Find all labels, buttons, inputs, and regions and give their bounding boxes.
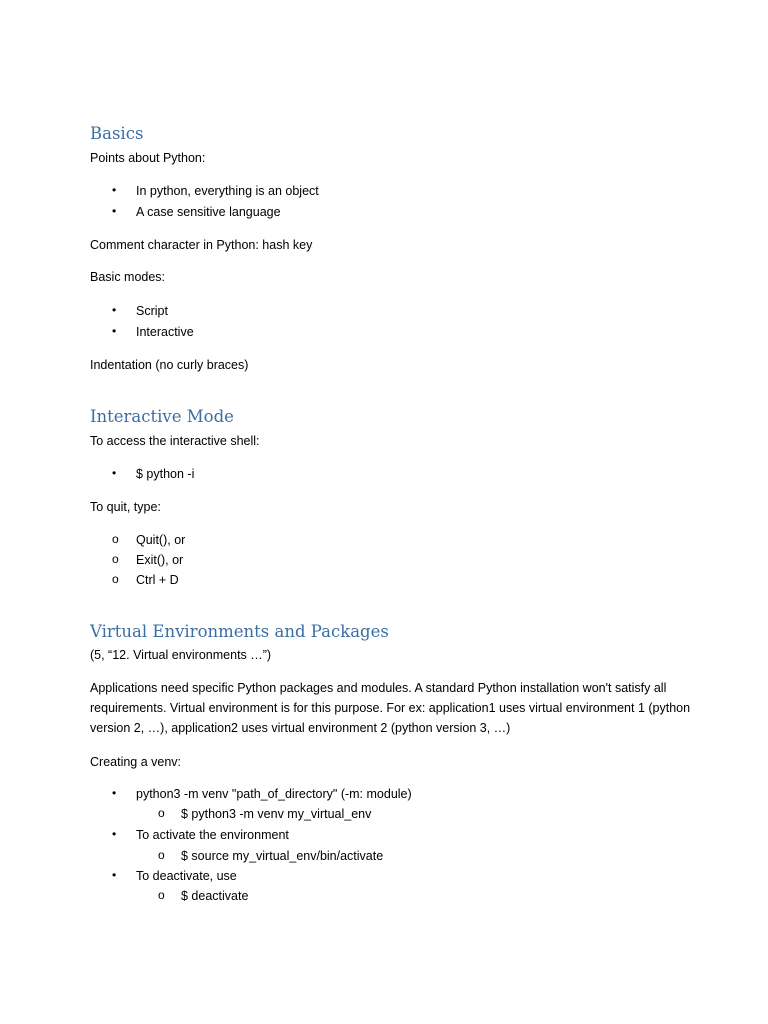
creating-label: Creating a venv: [90,755,182,769]
quit-option: Ctrl + D [136,573,179,587]
circle-bullet-icon: o [112,572,119,586]
access-label: To access the interactive shell: [90,434,260,448]
bullet-icon: • [112,303,117,317]
modes-label: Basic modes: [90,270,166,284]
circle-bullet-icon: o [112,532,119,546]
basics-intro: Points about Python: [90,151,206,165]
heading-virtual-environments: Virtual Environments and Packages [90,622,389,641]
mode-item: Interactive [136,325,194,339]
basics-point: In python, everything is an object [136,184,319,198]
citation: (5, “12. Virtual environments …”) [90,648,272,662]
comment-line: Comment character in Python: hash key [90,238,313,252]
circle-bullet-icon: o [158,806,165,820]
heading-basics: Basics [90,124,144,143]
bullet-icon: • [112,204,117,218]
quit-label: To quit, type: [90,500,161,514]
bullet-icon: • [112,786,117,800]
venv-substep: $ python3 -m venv my_virtual_env [181,807,372,821]
bullet-icon: • [112,466,117,480]
heading-interactive-mode: Interactive Mode [90,407,234,426]
venv-step: python3 -m venv "path_of_directory" (-m: module) [136,787,412,801]
bullet-icon: • [112,827,117,841]
venv-step: To activate the environment [136,828,289,842]
bullet-icon: • [112,324,117,338]
venv-substep: $ source my_virtual_env/bin/activate [181,849,384,863]
quit-option: Exit(), or [136,553,184,567]
venv-step: To deactivate, use [136,869,237,883]
venv-substep: $ deactivate [181,889,249,903]
basics-point: A case sensitive language [136,205,281,219]
circle-bullet-icon: o [158,848,165,862]
indentation-note: Indentation (no curly braces) [90,358,249,372]
circle-bullet-icon: o [158,888,165,902]
bullet-icon: • [112,868,117,882]
quit-option: Quit(), or [136,533,186,547]
circle-bullet-icon: o [112,552,119,566]
access-command: $ python -i [136,467,195,481]
venv-paragraph: Applications need specific Python packages and modules. A standard Python installation won't satisfy all requirements. Virtual environment is for this purpose. For ex: application1 uses virtual environment 1 (python version 2, …), application2 uses virtual environment 2 (python version 3, …) [90,681,691,735]
mode-item: Script [136,304,168,318]
bullet-icon: • [112,183,117,197]
